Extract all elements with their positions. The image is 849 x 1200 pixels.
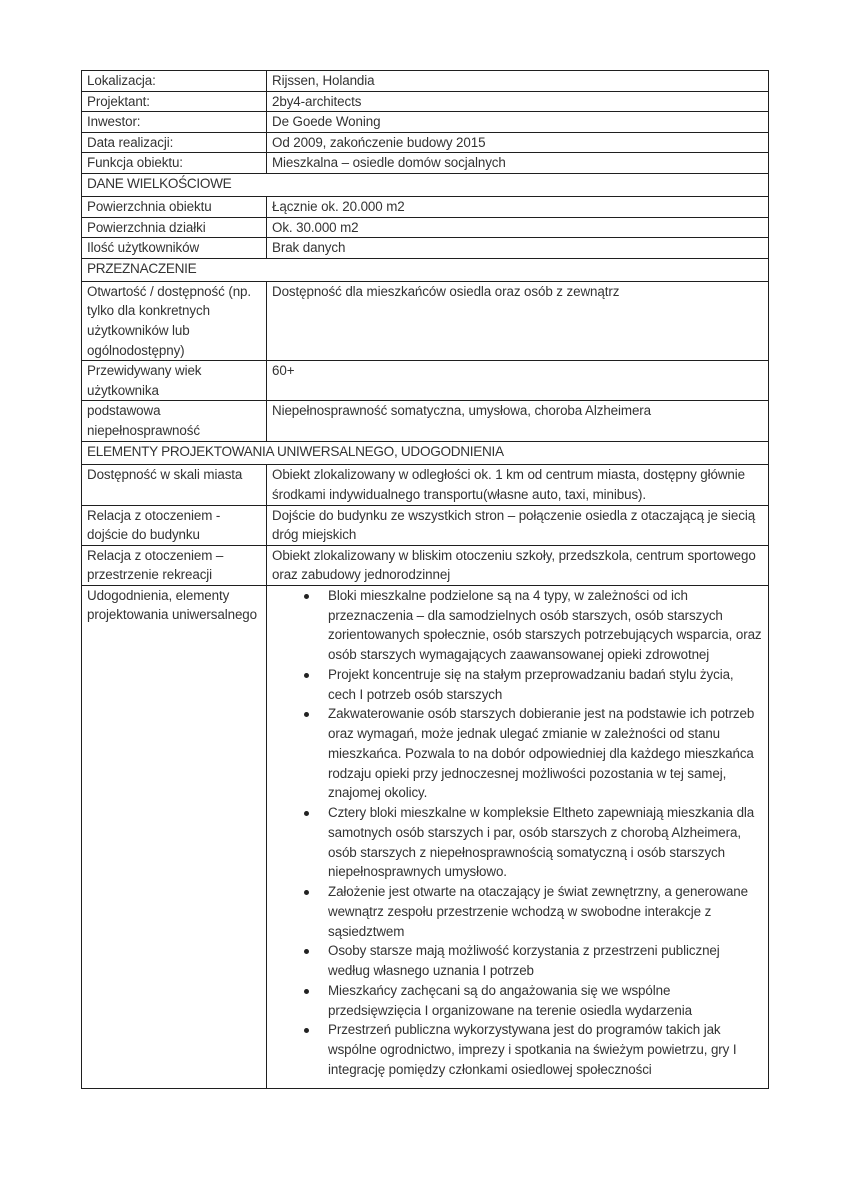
table-row: [82, 545, 769, 585]
row-label: Inwestor:: [82, 112, 267, 133]
row-label: podstawowa niepełnosprawność: [82, 401, 267, 442]
row-value: De Goede Woning: [267, 112, 769, 133]
bullet-item: Bloki mieszkalne podzielone są na 4 typy, w zależności od ich przeznaczenia – dla samodzielnych osób starszych, osób starszych zorientowanych społecznie, osób starszych potrzebujących wsparcia, oraz osób starszych wymagających zaawansowanej opieki zdrowotnej: [328, 586, 763, 665]
row-value: Mieszkalna – osiedle domów socjalnych: [267, 153, 769, 174]
section-header-row: [82, 258, 769, 281]
row-value: Dostępność dla mieszkańców osiedla oraz osób z zewnątrz: [267, 281, 769, 360]
bullet-item: Zakwaterowanie osób starszych dobieranie jest na podstawie ich potrzeb oraz wymagań, może jednak ulegać zmianie w zależności od stanu mieszkańca. Pozwala to na dobór odpowiedniej dla każdego mieszkańca rodzaju opieki przy jednoczesnej możliwości pozostania w tej samej, znajomej okolicy.: [328, 704, 763, 803]
row-value: Obiekt zlokalizowany w odległości ok. 1 km od centrum miasta, dostępny głównie środkami indywidualnego transportu(własne auto, taxi, minibus).: [267, 465, 769, 505]
row-value: 60+: [267, 361, 769, 401]
table-row: [82, 91, 769, 112]
table-row: [82, 153, 769, 174]
row-value: Łącznie ok. 20.000 m2: [267, 196, 769, 217]
row-label: Lokalizacja:: [82, 71, 267, 92]
bullet-item: Cztery bloki mieszkalne w kompleksie Eltheto zapewniają mieszkania dla samotnych osób starszych i par, osób starszych z chorobą Alzheimera, osób starszych z niepełnosprawnością somatyczną i osób starszych niepełnosprawnych umysłowo.: [328, 803, 763, 882]
row-value: Brak danych: [267, 238, 769, 259]
table-row: [82, 238, 769, 259]
table-row: [82, 505, 769, 545]
bullet-item: Założenie jest otwarte na otaczający je świat zewnętrzny, a generowane wewnątrz zespołu przestrzenie wchodzą w swobodne interakcje z sąsiedztwem: [328, 882, 763, 941]
row-value: Rijssen, Holandia: [267, 71, 769, 92]
table-row: [82, 361, 769, 401]
features-bullet-list: [272, 586, 763, 1080]
row-label: Udogodnienia, elementy projektowania uniwersalnego: [82, 585, 267, 1088]
row-value: Niepełnosprawność somatyczna, umysłowa, choroba Alzheimera: [267, 401, 769, 442]
row-label: Otwartość / dostępność (np. tylko dla konkretnych użytkowników lub ogólnodostępny): [82, 281, 267, 360]
table-row: [82, 112, 769, 133]
row-value: Dojście do budynku ze wszystkich stron – połączenie osiedla z otaczającą je siecią dróg miejskich: [267, 505, 769, 545]
section-header-row: [82, 173, 769, 196]
table-row: [82, 465, 769, 505]
row-label: Powierzchnia działki: [82, 217, 267, 238]
bullet-item: Przestrzeń publiczna wykorzystywana jest do programów takich jak wspólne ogrodnictwo, imprezy i spotkania na świeżym powietrzu, gry I integrację pomiędzy członkami osiedlowej społeczności: [328, 1020, 763, 1079]
row-value: Obiekt zlokalizowany w bliskim otoczeniu szkoły, przedszkola, centrum sportowego oraz zabudowy jednorodzinnej: [267, 545, 769, 585]
row-value: 2by4-architects: [267, 91, 769, 112]
row-label: Powierzchnia obiektu: [82, 196, 267, 217]
table-row: [82, 196, 769, 217]
row-label: Projektant:: [82, 91, 267, 112]
row-label: Przewidywany wiek użytkownika: [82, 361, 267, 401]
row-label: Funkcja obiektu:: [82, 153, 267, 174]
row-label: Relacja z otoczeniem – przestrzenie rekreacji: [82, 545, 267, 585]
table-row: [82, 132, 769, 153]
row-label: Dostępność w skali miasta: [82, 465, 267, 505]
table-row: [82, 401, 769, 442]
row-label: Relacja z otoczeniem - dojście do budynku: [82, 505, 267, 545]
row-value: Od 2009, zakończenie budowy 2015: [267, 132, 769, 153]
row-label: Ilość użytkowników: [82, 238, 267, 259]
row-value: Ok. 30.000 m2: [267, 217, 769, 238]
section-title-size: DANE WIELKOŚCIOWE: [82, 173, 769, 196]
table-row: [82, 281, 769, 360]
bullet-item: Mieszkańcy zachęcani są do angażowania się we wspólne przedsięwzięcia I organizowane na terenie osiedla wydarzenia: [328, 981, 763, 1021]
section-title-purpose: PRZEZNACZENIE: [82, 258, 769, 281]
table-row: [82, 585, 769, 1088]
table-row: [82, 217, 769, 238]
features-cell: [267, 585, 769, 1088]
project-data-table: [81, 70, 769, 1089]
table-row: [82, 71, 769, 92]
bullet-item: Projekt koncentruje się na stałym przeprowadzaniu badań stylu życia, cech I potrzeb osób starszych: [328, 665, 763, 705]
section-title-universal: ELEMENTY PROJEKTOWANIA UNIWERSALNEGO, UDOGODNIENIA: [82, 442, 769, 465]
bullet-item: Osoby starsze mają możliwość korzystania z przestrzeni publicznej według własnego uznania I potrzeb: [328, 941, 763, 981]
row-label: Data realizacji:: [82, 132, 267, 153]
section-header-row: [82, 442, 769, 465]
